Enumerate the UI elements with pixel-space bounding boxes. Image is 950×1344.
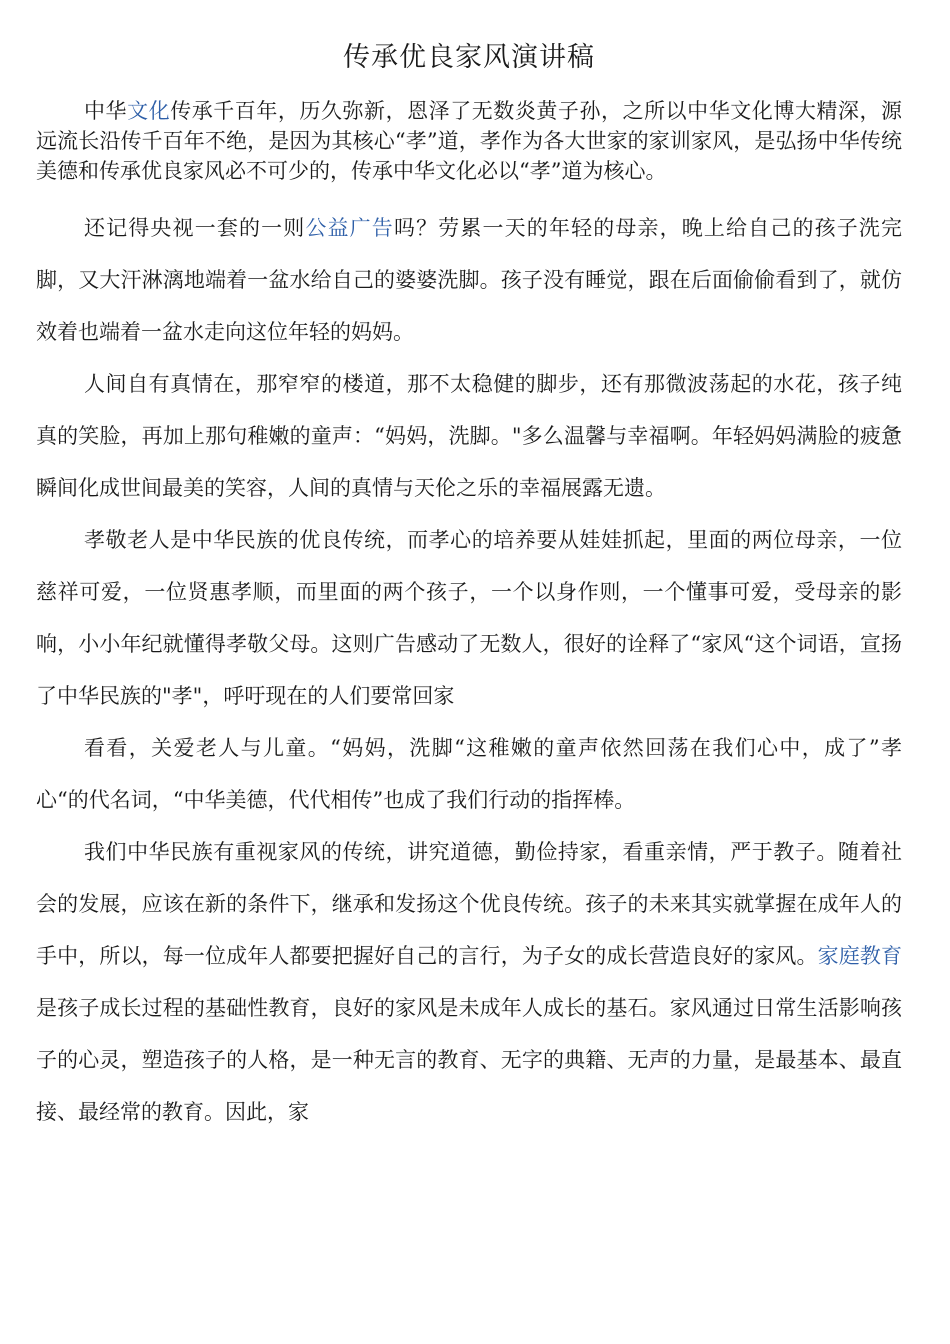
paragraph-text: 是孩子成长过程的基础性教育，良好的家风是未成年人成长的基石。家风通过日常生活影响孩子的心灵，塑造孩子的人格，是一种无言的教育、无字的典籍、无声的力量，是最基本、最直接、最经常的教育。因此，家	[36, 996, 902, 1124]
paragraph-text: 还记得央视一套的一则	[84, 216, 306, 240]
link-public-service-ad[interactable]: 公益广告	[305, 216, 394, 240]
link-culture[interactable]: 文化	[127, 99, 171, 123]
paragraph-text: 我们中华民族有重视家风的传统，讲究道德，勤俭持家，看重亲情，严于教子。随着社会的发展，应该在新的条件下，继承和发扬这个优良传统。孩子的未来其实就掌握在成年人的手中，所以，每一位成年人都要把握好自己的言行，为子女的成长营造良好的家风。	[36, 840, 902, 968]
document-title: 传承优良家风演讲稿	[343, 42, 595, 73]
paragraph-2	[36, 202, 902, 358]
paragraph-text: 中华	[84, 99, 128, 123]
paragraph-text: 传承千百年，历久弥新，恩泽了无数炎黄子孙，之所以中华文化博大精深，源远流长沿传千百年不绝，是因为其核心“孝”道，孝作为各大世家的家训家风，是弘扬中华传统美德和传承优良家风必不可少的，传承中华文化必以“孝”道为核心。	[36, 99, 903, 183]
paragraph-4: 孝敬老人是中华民族的优良传统，而孝心的培养要从娃娃抓起，里面的两位母亲，一位慈祥可爱，一位贤惠孝顺，而里面的两个孩子，一个以身作则，一个懂事可爱，受母亲的影响，小小年纪就懂得孝敬父母。这则广告感动了无数人，很好的诠释了“家风“这个词语，宣扬了中华民族的"孝"，呼吁现在的人们要常回家	[36, 528, 902, 708]
paragraph-6	[36, 826, 902, 1138]
link-family-education[interactable]: 家庭教育	[817, 944, 902, 968]
paragraph-text: 吗？劳累一天的年轻的母亲，晚上给自己的孩子洗完脚，又大汗淋漓地端着一盆水给自己的婆婆洗脚。孩子没有睡觉，跟在后面偷偷看到了，就仿效着也端着一盆水走向这位年轻的妈妈。	[36, 216, 903, 344]
paragraph-5: 看看，关爱老人与儿童。“妈妈，洗脚“这稚嫩的童声依然回荡在我们心中，成了”孝心“的代名词，“中华美德，代代相传”也成了我们行动的指挥棒。	[36, 736, 902, 812]
paragraph-1	[36, 96, 902, 186]
paragraph-3: 人间自有真情在，那窄窄的楼道，那不太稳健的脚步，还有那微波荡起的水花，孩子纯真的笑脸，再加上那句稚嫩的童声：“妈妈，洗脚。"多么温馨与幸福啊。年轻妈妈满脸的疲惫瞬间化成世间最美的笑容，人间的真情与天伦之乐的幸福展露无遗。	[36, 372, 902, 500]
